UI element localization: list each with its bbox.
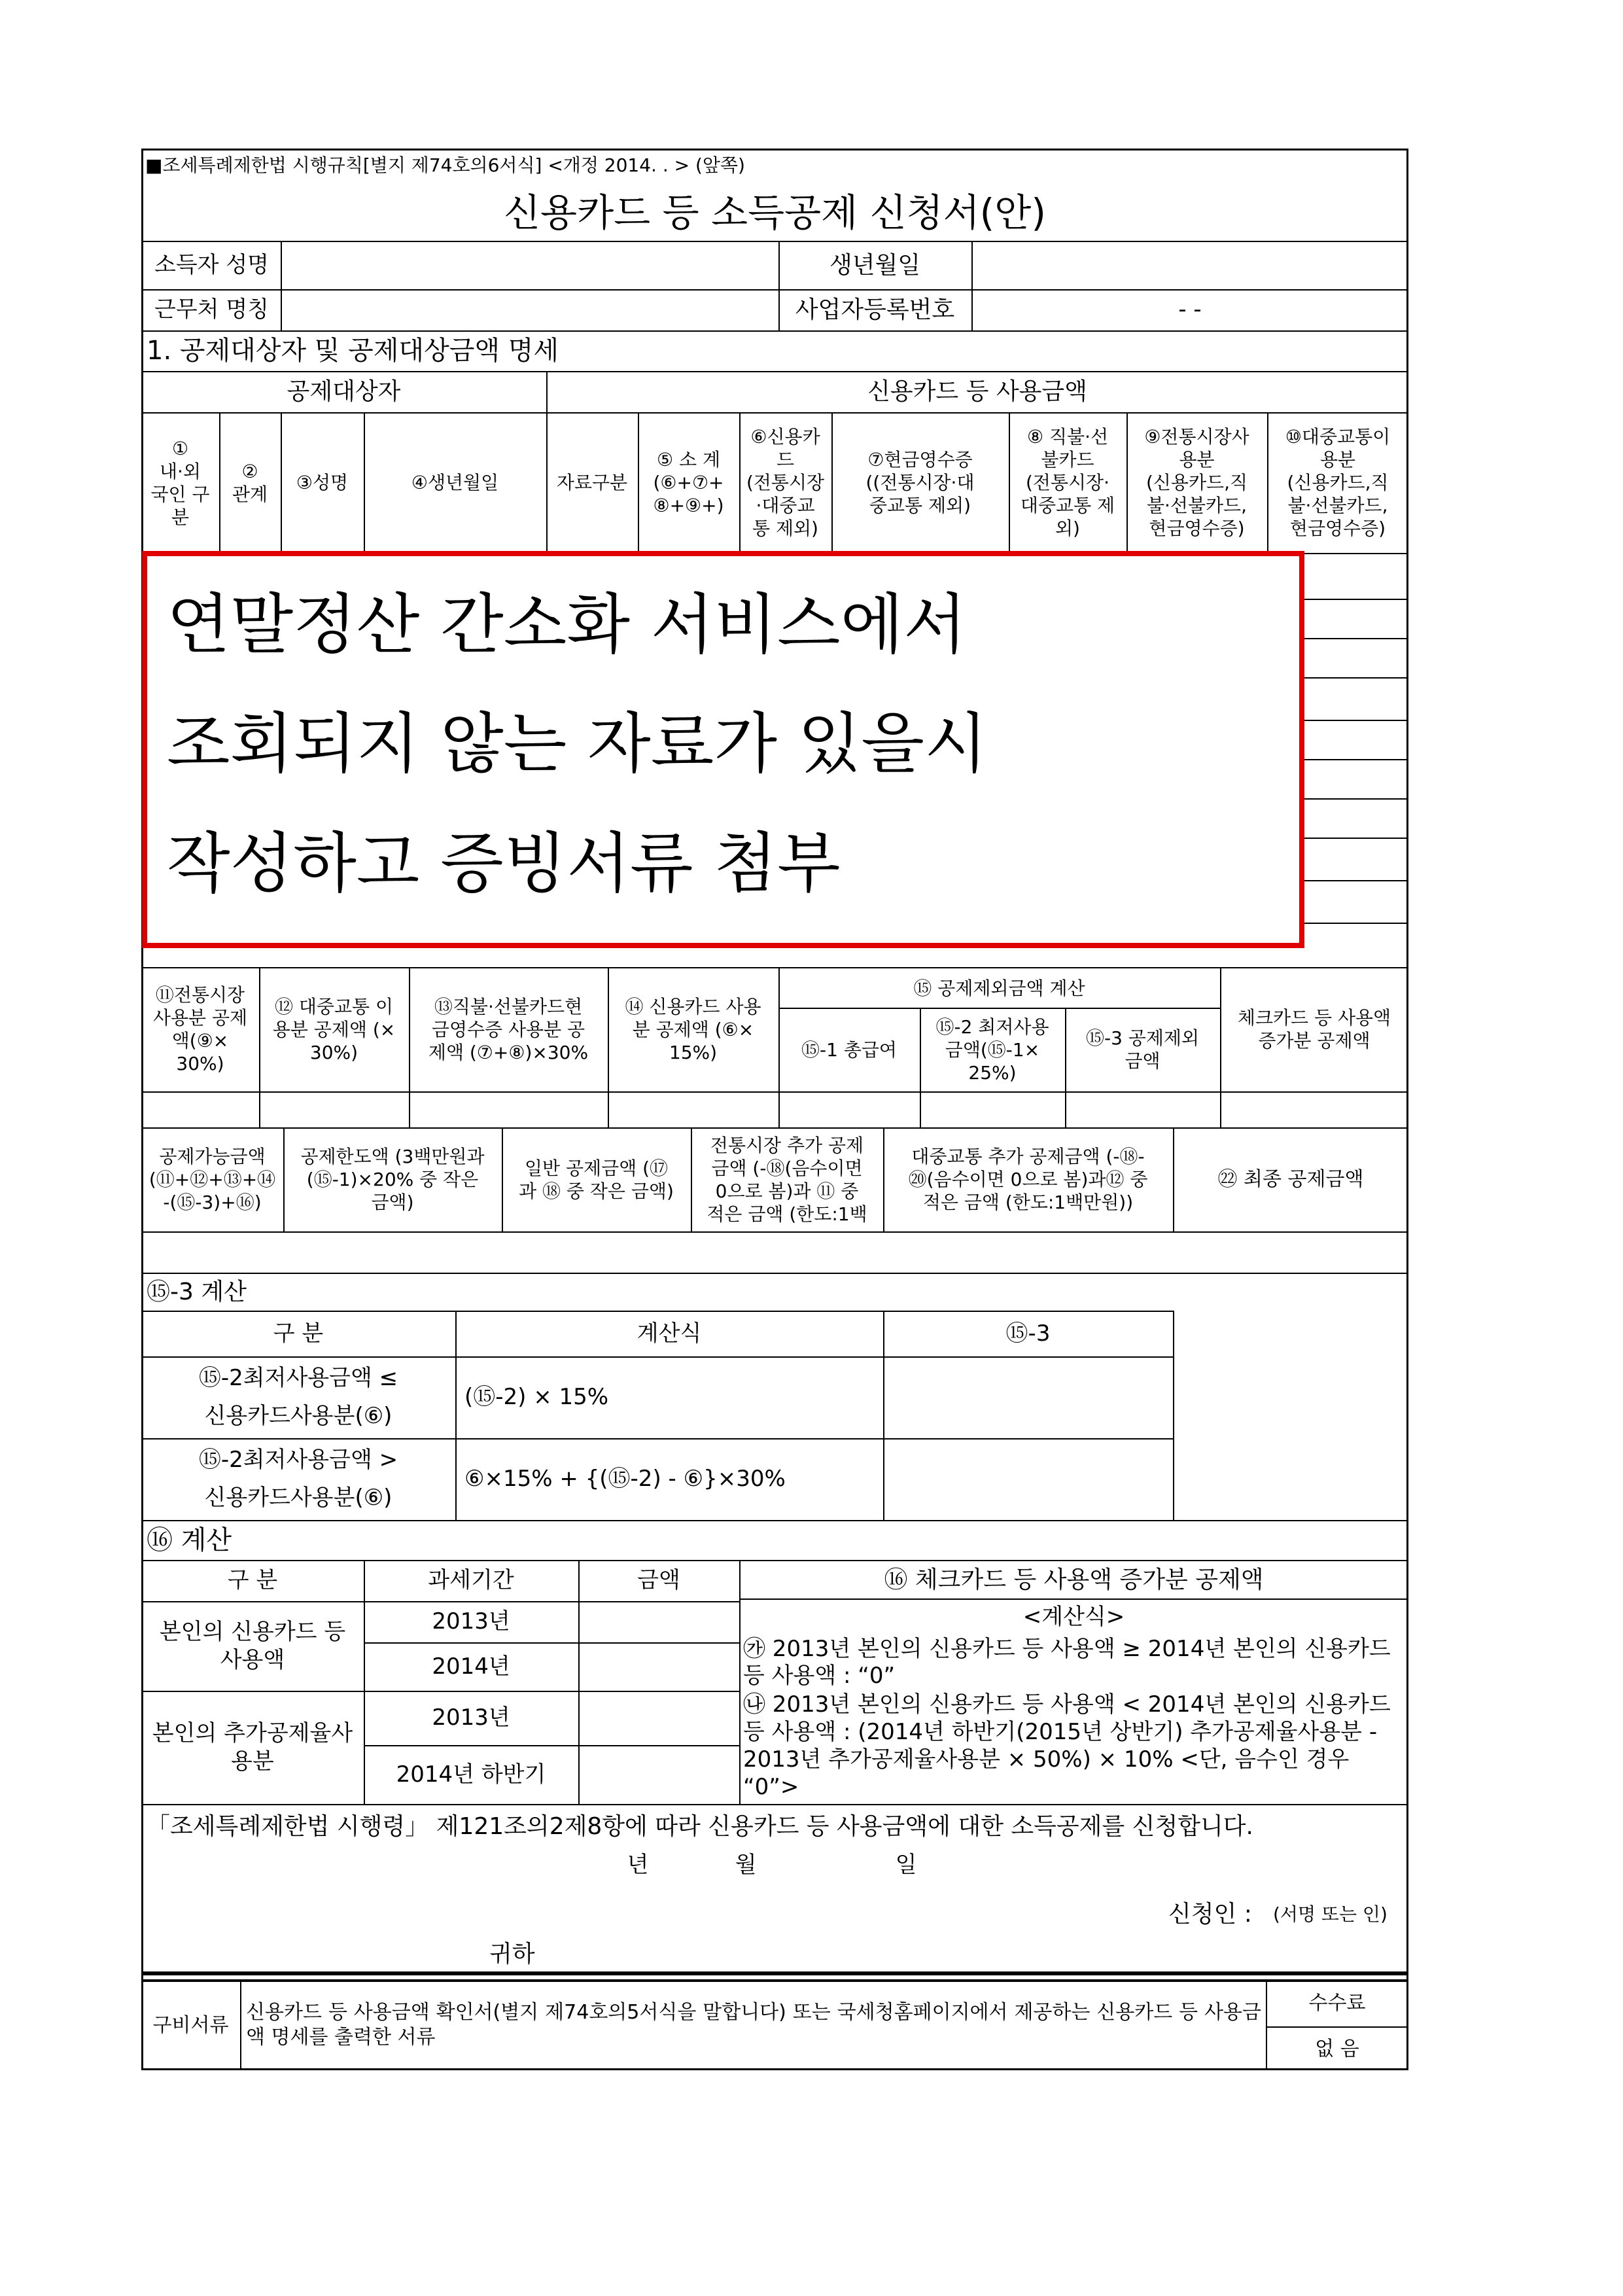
col-public-transit: ⑩대중교통이 용분 (신용카드,직 불·선불카드, 현금영수증) <box>1285 426 1391 539</box>
col-general-deduction: 일반 공제금액 (⑰ 과 ⑱ 중 작은 금액) <box>519 1157 674 1202</box>
amount-extra-2014h2[interactable] <box>580 1746 738 1803</box>
col-exclusion-amount: ⑮-3 공제제외 금액 <box>1085 1027 1199 1072</box>
birthdate-label: 생년월일 <box>829 251 921 279</box>
calc15-row2-formula: ⑥×15% + {(⑮-2) - ⑥}×30% <box>464 1466 786 1492</box>
calc15-col-result: ⑮-3 <box>1005 1320 1051 1347</box>
declaration-text: 「조세특례제한법 시행령」 제121조의2제8항에 따라 신용카드 등 사용금액에 대한 소득공제를 신청합니다. <box>147 1812 1253 1840</box>
col-exclusion-group: ⑮ 공제제외금액 계산 <box>913 977 1085 999</box>
date-day-label: 일 <box>895 1851 917 1878</box>
workplace-name-label: 근무처 명칭 <box>154 296 270 323</box>
calc16-title: ⑯ 계산 <box>147 1525 232 1555</box>
col-total-salary: ⑮-1 총급여 <box>801 1038 897 1061</box>
col-name: ③성명 <box>296 472 349 493</box>
calc16-col-div: 구 분 <box>227 1567 278 1594</box>
col-credit-deduction: ⑭ 신용카드 사용 분 공제액 (⑥× 15%) <box>625 995 761 1063</box>
applicant-label: 신청인 : <box>1168 1900 1252 1928</box>
fee-value: 없 음 <box>1315 2037 1359 2060</box>
calc15-row1-result[interactable] <box>884 1358 1172 1437</box>
col-nationality: ① 내·외 국인 구 분 <box>150 437 210 528</box>
col-birthdate: ④생년월일 <box>411 472 499 493</box>
biz-reg-field[interactable]: - - <box>1178 296 1202 323</box>
col-data-type: 자료구분 <box>556 472 628 493</box>
calc15-row1-formula: (⑮-2) × 15% <box>464 1384 609 1411</box>
col-debit-deduction: ⑬직불·선불카드현 금영수증 사용분 공 제액 (⑦+⑧)×30% <box>428 995 589 1063</box>
docs-label: 구비서류 <box>152 2013 229 2037</box>
group-subject: 공제대상자 <box>287 378 401 405</box>
calc16-row-extra: 본인의 추가공제율사 용분 <box>152 1720 353 1775</box>
col-debit-card: ⑧ 직불·선 불카드 (전통시장· 대중교통 제 외) <box>1020 426 1115 539</box>
notice-line-3: 작성하고 증빙서류 첨부 <box>167 825 841 902</box>
col-possible-deduction: 공제가능금액 (⑪+⑫+⑬+⑭ -(⑮-3)+⑯) <box>148 1146 276 1213</box>
calc15-row1-div: ⑮-2최저사용금액 ≤ 신용카드사용분(⑥) <box>198 1364 398 1429</box>
workplace-name-field[interactable] <box>282 291 777 329</box>
calc15-col-div: 구 분 <box>273 1320 324 1347</box>
biz-reg-label: 사업자등록번호 <box>795 296 955 323</box>
col-transit-deduction: ⑫ 대중교통 이 용분 공제액 (× 30%) <box>272 995 396 1063</box>
section1-title: 1. 공제대상자 및 공제대상금액 명세 <box>147 336 559 366</box>
group-usage: 신용카드 등 사용금액 <box>867 378 1087 405</box>
form-title: 신용카드 등 소득공제 신청서(안) <box>504 190 1046 235</box>
col-transit-additional: 대중교통 추가 공제금액 (-⑱- ⑳(음수이면 0으로 봄)과⑫ 중 적은 금액 (한도:1백만원)) <box>908 1146 1148 1213</box>
col-check-card-increase: 체크카드 등 사용액 증가분 공제액 <box>1237 1007 1391 1051</box>
earner-name-label: 소득자 성명 <box>154 251 270 278</box>
notice-line-2: 조회되지 않는 자료가 있을시 <box>167 705 988 782</box>
col-relation: ② 관계 <box>232 460 268 505</box>
calc16-year-2014: 2014년 <box>432 1653 510 1680</box>
col-final-deduction: ㉒ 최종 공제금액 <box>1217 1167 1364 1191</box>
sign-label: (서명 또는 인) <box>1273 1903 1387 1925</box>
calc15-row2-div: ⑮-2최저사용금액 > 신용카드사용분(⑥) <box>198 1446 398 1511</box>
amount-own-2014[interactable] <box>580 1644 738 1689</box>
date-month-label: 월 <box>735 1851 757 1878</box>
recipient-label: 귀하 <box>489 1940 535 1968</box>
calc15-title: ⑮-3 계산 <box>147 1278 247 1305</box>
col-cash-receipt: ⑦현금영수증 ((전통시장·대 중교통 제외) <box>865 449 975 516</box>
col-subtotal: ⑤ 소 계 (⑥+⑦+ ⑧+⑨+) <box>653 449 724 516</box>
birthdate-field[interactable] <box>973 242 1407 288</box>
fee-label: 수수료 <box>1308 1992 1366 2015</box>
calc16-col-check: ⑯ 체크카드 등 사용액 증가분 공제액 <box>884 1566 1264 1593</box>
earner-name-field[interactable] <box>282 242 777 288</box>
col-min-usage: ⑮-2 최저사용 금액(⑮-1× 25%) <box>935 1016 1049 1084</box>
col-credit-card: ⑥신용카 드 (전통시장 ·대중교 통 제외) <box>746 426 825 539</box>
calc16-col-amount: 금액 <box>637 1567 680 1594</box>
notice-line-1: 연말정산 간소화 서비스에서 <box>167 586 967 663</box>
calc16-row-own: 본인의 신용카드 등 사용액 <box>159 1619 346 1673</box>
calc15-row2-result[interactable] <box>884 1439 1172 1519</box>
calc16-note-2: ㉯ 2013년 본인의 신용카드 등 사용액 < 2014년 본인의 신용카드 등 사용액 : (2014년 하반기(2015년 상반기) 추가공제율사용분 - 2013년 추가공제율사용분 × 50%) × 10% <단, 음수인 경우 “0”> <box>743 1691 1391 1800</box>
calc15-col-formula: 계산식 <box>637 1320 702 1347</box>
notice-overlay <box>142 551 1304 948</box>
col-deduction-limit: 공제한도액 (3백만원과 (⑮-1)×20% 중 작은 금액) <box>300 1146 485 1213</box>
col-market-additional: 전통시장 추가 공제 금액 (-⑱(음수이면 0으로 봄)과 ⑪ 중 적은 금액 (한도:1백 <box>707 1134 867 1225</box>
calc16-year-2013b: 2013년 <box>432 1704 510 1731</box>
calc16-year-2014h2: 2014년 하반기 <box>396 1761 546 1788</box>
amount-extra-2013[interactable] <box>580 1692 738 1744</box>
calc16-note-1: ㉮ 2013년 본인의 신용카드 등 사용액 ≥ 2014년 본인의 신용카드 등 사용액 : “0” <box>743 1636 1391 1689</box>
calc16-formula-label: <계산식> <box>1022 1603 1125 1630</box>
amount-own-2013[interactable] <box>580 1602 738 1641</box>
law-reference: ■조세특례제한법 시행규칙[별지 제74호의6서식] <개정 2014. . > (앞쪽) <box>145 154 745 176</box>
docs-text: 신용카드 등 사용금액 확인서(별지 제74호의5서식을 말합니다) 또는 국세청홈페이지에서 제공하는 신용카드 등 사용금액 명세를 출력한 서류 <box>246 2001 1261 2049</box>
calc16-col-period: 과세기간 <box>428 1567 514 1594</box>
col-traditional-market: ⑨전통시장사 용분 (신용카드,직 불·선불카드, 현금영수증) <box>1144 426 1249 539</box>
col-traditional-deduction: ⑪전통시장 사용분 공제 액(⑨× 30%) <box>152 984 248 1074</box>
calc16-year-2013a: 2013년 <box>432 1608 510 1635</box>
date-year-label: 년 <box>627 1851 649 1878</box>
